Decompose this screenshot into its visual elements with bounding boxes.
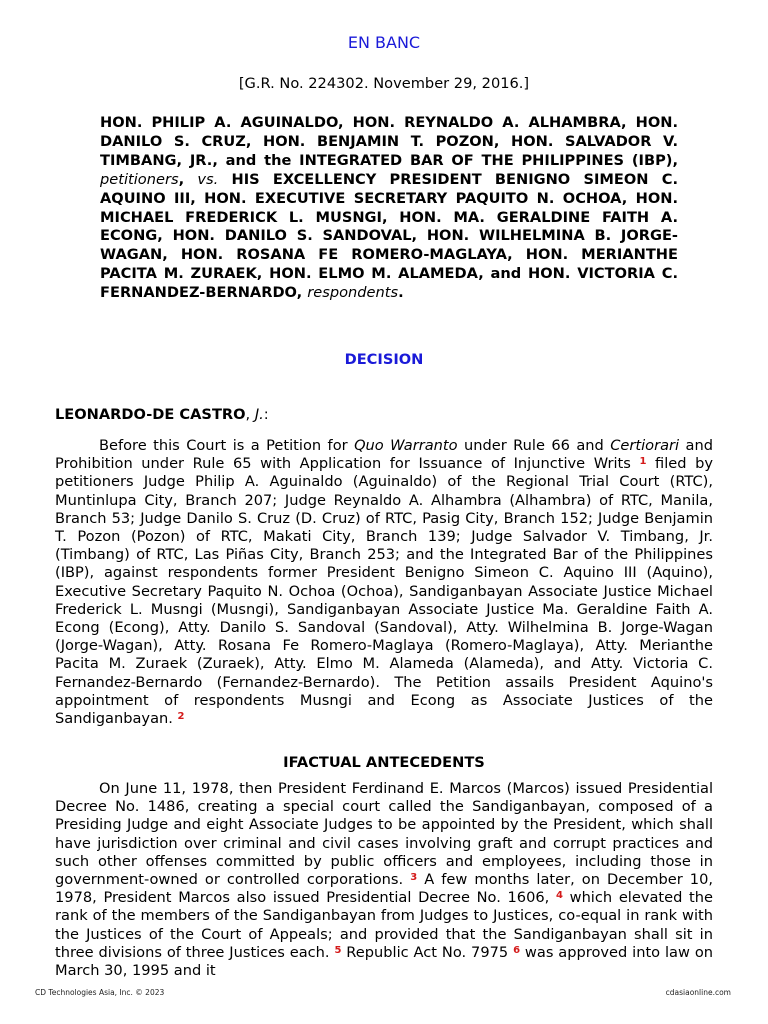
case-caption: HON. PHILIP A. AGUINALDO, HON. REYNALDO A. ALHAMBRA, HON. DANILO S. CRUZ, HON. BENJAMIN T. POZON, HON. SALVADOR V. TIMBANG, JR., and the INTEGRATED BAR OF THE PHILIPPINES (IBP), petitioners, vs. HIS EXCELLENCY PRESIDENT BENIGNO SIMEON C. AQUINO III, HON. EXECUTIVE SECRETARY PAQUITO N. OCHOA, HON. MICHAEL FREDERICK L. MUSNGI, HON. MA. GERALDINE FAITH A. ECONG, HON. DANILO S. SANDOVAL, HON. WILHELMINA B. JORGE-WAGAN, HON. ROSANA FE ROMERO-MAGLAYA, HON. MERIANTHE PACITA M. ZURAEK, HON. ELMO M. ALAMEDA, and HON. VICTORIA C. FERNANDEZ-BERNARDO, respondents. xyxy=(100,114,678,302)
section-heading: IFACTUAL ANTECEDENTS xyxy=(283,754,485,771)
footnote-link-6[interactable]: 6 xyxy=(513,944,521,956)
footnote-link-4[interactable]: 4 xyxy=(555,890,563,902)
case-number: [G.R. No. 224302. November 29, 2016.] xyxy=(238,75,530,92)
decision-heading: DECISION xyxy=(344,351,424,368)
ponente: LEONARDO-DE CASTRO, J.: xyxy=(55,406,269,423)
footnote-link-2[interactable]: 2 xyxy=(177,711,185,723)
footnote-link-3[interactable]: 3 xyxy=(410,872,418,884)
respondents-names: HIS EXCELLENCY PRESIDENT BENIGNO SIMEON C. AQUINO III, HON. EXECUTIVE SECRETARY PAQUITO N. OCHOA, HON. MICHAEL FREDERICK L. MUSNGI, HON. MA. GERALDINE FAITH A. ECONG, HON. DANILO S. SANDOVAL, HON. WILHELMINA B. JORGE-WAGAN, HON. ROSANA FE ROMERO-MAGLAYA, HON. MERIANTHE PACITA M. ZURAEK, HON. ELMO M. ALAMEDA, and HON. VICTORIA C. FERNANDEZ-BERNARDO xyxy=(100,170,678,302)
footnote-link-1[interactable]: 1 xyxy=(639,456,647,468)
paragraph-antecedents: On June 11, 1978, then President Ferdinand E. Marcos (Marcos) issued Presidential Decree No. 1486, creating a special court called the Sandiganbayan, composed of a Presiding Judge and eight Associate Judges to be appointed by the President, which shall have jurisdiction over criminal and civil cases involving graft and corrupt practices and such other offenses committed by public officers and employees, including those in government-owned or controlled corporations. $^3$ A few months later, on December 10, 1978, President Marcos also issued Presidential Decree No. 1606, $^4$ which elevated the rank of the members of the Sandiganbayan from Judges to Justices, co-equal in rank with the Justices of the Court of Appeals; and provided that the Sandiganbayan shall sit in three divisions of three Justices each. $^5$ Republic Act No. 7975 $^6$ was approved into law on March 30, 1995 and it xyxy=(55,780,713,980)
footer-site[interactable]: cdasiaonline.com xyxy=(665,988,731,997)
versus: vs. xyxy=(197,170,219,188)
petitioners-names: HON. PHILIP A. AGUINALDO, HON. REYNALDO A. ALHAMBRA, HON. DANILO S. CRUZ, HON. BENJAMIN T. POZON, HON. SALVADOR V. TIMBANG, JR., and the INTEGRATED BAR OF THE PHILIPPINES (IBP) xyxy=(100,114,678,169)
footnote-link-5[interactable]: 5 xyxy=(334,944,342,956)
petitioners-label: petitioners xyxy=(100,170,179,188)
ponente-name: LEONARDO-DE CASTRO xyxy=(55,406,246,423)
footer-copyright: CD Technologies Asia, Inc. © 2023 xyxy=(35,988,165,997)
paragraph-petition: Before this Court is a Petition for Quo Warranto under Rule 66 and Certiorari and Prohibition under Rule 65 with Application for Issuance of Injunctive Writs $^1$ filed by petitioners Judge Philip A. Aguinaldo (Aguinaldo) of the Regional Trial Court (RTC), Muntinlupa City, Branch 207; Judge Reynaldo A. Alhambra (Alhambra) of RTC, Manila, Branch 53; Judge Danilo S. Cruz (D. Cruz) of RTC, Pasig City, Branch 152; Judge Benjamin T. Pozon (Pozon) of RTC, Makati City, Branch 139; Judge Salvador V. Timbang, Jr. (Timbang) of RTC, Las Piñas City, Branch 253; and the Integrated Bar of the Philippines (IBP), against respondents former President Benigno Simeon C. Aquino III (Aquino), Executive Secretary Paquito N. Ochoa (Ochoa), Sandiganbayan Associate Justice Michael Frederick L. Musngi (Musngi), Sandiganbayan Associate Justice Ma. Geraldine Faith A. Econg (Econg), Atty. Danilo S. Sandoval (Sandoval), Atty. Wilhelmina B. Jorge-Wagan (Jorge-Wagan), Atty. Rosana Fe Romero-Maglaya (Romero-Maglaya), Atty. Merianthe Pacita M. Zuraek (Zuraek), Atty. Elmo M. Alameda (Alameda), and Atty. Victoria C. Fernandez-Bernardo (Fernandez-Bernardo). The Petition assails President Aquino's appointment of respondents Musngi and Econg as Associate Justices of the Sandiganbayan. $^2$ xyxy=(55,437,713,728)
respondents-label: respondents xyxy=(307,284,399,302)
division-heading: EN BANC xyxy=(347,33,421,52)
ponente-title: J. xyxy=(254,406,264,423)
